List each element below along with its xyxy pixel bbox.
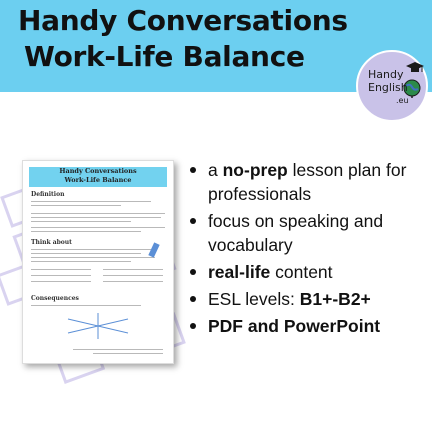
feature-bold-text: real-life [208, 262, 271, 282]
feature-text: focus on speaking and vocabulary [208, 211, 384, 255]
text-line [31, 213, 165, 214]
feature-list [188, 158, 424, 341]
logo-line1: Handy [368, 68, 404, 81]
feature-text: lesson plan for professionals [208, 160, 407, 204]
logo-text [368, 68, 409, 107]
graduation-cap-icon [406, 62, 424, 74]
text-line [31, 269, 91, 270]
worksheet-section-think-about: Think about [31, 239, 72, 246]
pen-icon [147, 241, 163, 261]
logo-line3: .eu [396, 96, 409, 105]
worksheet-title-line1: Handy Conversations [59, 167, 137, 175]
text-line [31, 261, 131, 262]
worksheet-section-consequences: Consequences [31, 295, 79, 302]
worksheet-header [29, 167, 167, 187]
text-line [31, 201, 151, 202]
banner-title-line2: Work-Life Balance [24, 40, 305, 73]
feature-item [188, 287, 424, 311]
feature-item [188, 314, 424, 338]
text-line [103, 275, 163, 276]
feature-item [188, 158, 424, 206]
feature-item [188, 260, 424, 284]
text-line [103, 269, 163, 270]
feature-item [188, 209, 424, 257]
worksheet-title-line2: Work-Life Balance [64, 176, 132, 184]
feature-bold-text: B1+-B2+ [299, 289, 371, 309]
text-line [31, 253, 141, 254]
feature-bold-text: no-prep [222, 160, 288, 180]
feature-text: ESL levels: [208, 289, 300, 309]
text-line [93, 353, 163, 354]
mind-map-diagram [63, 311, 133, 341]
text-line [31, 227, 165, 228]
worksheet-section-definition: Definition [31, 191, 65, 198]
worksheet-preview [22, 160, 174, 364]
text-line [73, 349, 163, 350]
logo-line2: English [368, 81, 408, 94]
feature-bold-text: PDF and PowerPoint [208, 316, 381, 336]
text-line [31, 205, 121, 206]
handy-english-logo [356, 50, 428, 122]
text-line [31, 249, 151, 250]
text-line [31, 305, 141, 306]
text-line [31, 217, 161, 218]
text-line [31, 221, 131, 222]
feature-text: a [208, 160, 223, 180]
text-line [31, 257, 155, 258]
banner-title-line1: Handy Conversations [18, 4, 348, 37]
text-line [31, 275, 91, 276]
feature-text: content [270, 262, 333, 282]
text-line [31, 231, 141, 232]
text-line [31, 281, 91, 282]
text-line [103, 281, 163, 282]
